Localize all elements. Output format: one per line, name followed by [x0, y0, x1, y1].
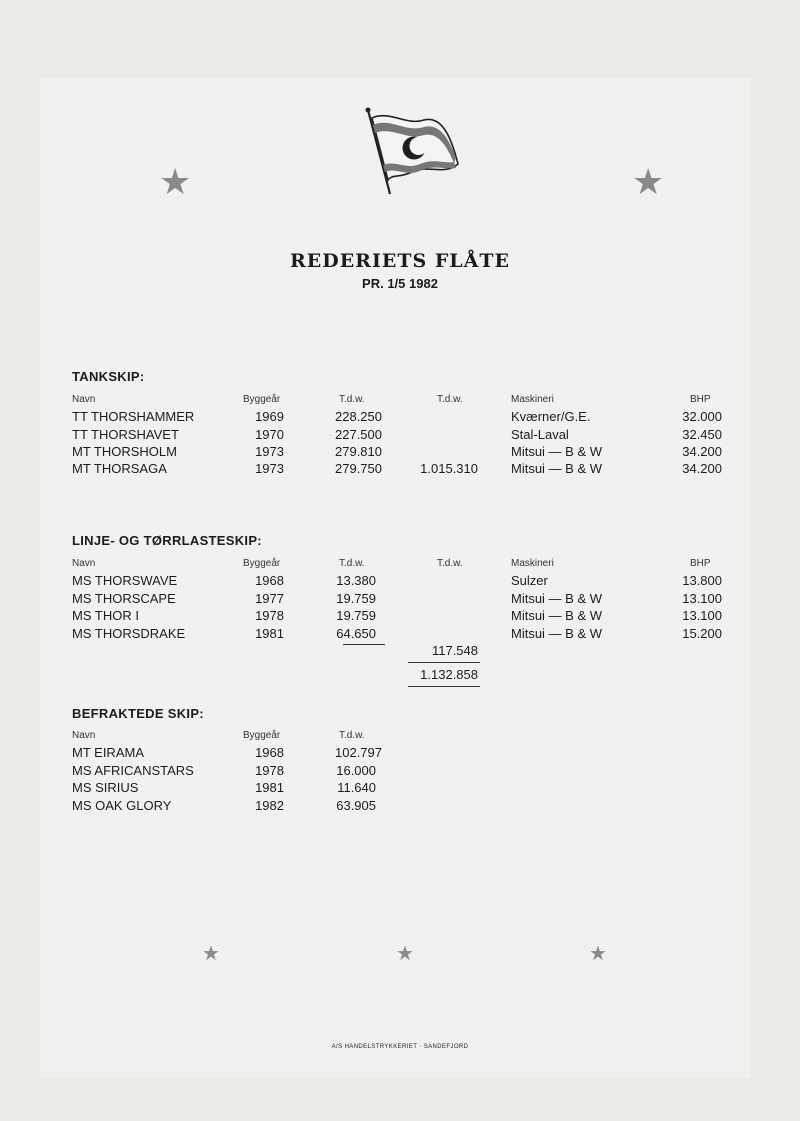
build-year: 1982: [255, 798, 284, 813]
bhp-value: 34.200: [682, 444, 722, 459]
ship-name: MS AFRICANSTARS: [72, 763, 194, 778]
bhp-value: 13.100: [682, 591, 722, 606]
header-tdw: T.d.w.: [339, 558, 365, 569]
star-icon: ★: [159, 161, 192, 202]
section-heading-befraktede: BEFRAKTEDE SKIP:: [72, 706, 204, 721]
build-year: 1978: [255, 763, 284, 778]
build-year: 1978: [255, 608, 284, 623]
bhp-value: 15.200: [682, 626, 722, 641]
header-maskineri: Maskineri: [511, 394, 554, 405]
machinery: Mitsui — B & W: [511, 591, 603, 606]
ship-name: TT THORSHAMMER: [72, 409, 195, 424]
star-icon: ★: [632, 161, 665, 202]
build-year: 1977: [255, 591, 284, 606]
ship-name: MS THORSWAVE: [72, 573, 178, 588]
build-year: 1969: [255, 409, 284, 424]
bhp-value: 32.000: [682, 409, 722, 424]
tdw-value: 64.650: [336, 626, 376, 641]
section-heading-tankskip: TANKSKIP:: [72, 369, 145, 384]
header-bhp: BHP: [690, 558, 711, 569]
header-tdw-total: T.d.w.: [437, 394, 463, 405]
header-tdw: T.d.w.: [339, 394, 365, 405]
tdw-value: 19.759: [336, 608, 376, 623]
header-byggear: Byggeår: [243, 730, 281, 741]
tdw-value: 279.810: [335, 444, 382, 459]
machinery: Stal-Laval: [511, 427, 569, 442]
page-subtitle: PR. 1/5 1982: [362, 276, 438, 291]
ship-name: MS THOR I: [72, 608, 139, 623]
page-title: REDERIETS FLÅTE: [289, 250, 511, 272]
company-flag-icon: [362, 106, 466, 198]
tdw-value: 13.380: [336, 573, 376, 588]
header-tdw: T.d.w.: [339, 730, 365, 741]
ship-name: MT THORSHOLM: [72, 444, 177, 459]
section-heading-linje: LINJE- OG TØRRLASTESKIP:: [72, 533, 262, 548]
tdw-total: 1.015.310: [420, 461, 478, 476]
star-icon: ★: [396, 943, 414, 965]
ship-name: MS SIRIUS: [72, 780, 139, 795]
sum-underline: [408, 686, 480, 687]
sum-underline: [408, 662, 480, 663]
tdw-value: 228.250: [335, 409, 382, 424]
tdw-grand-total: 1.132.858: [420, 667, 478, 682]
build-year: 1981: [255, 626, 284, 641]
tdw-value: 11.640: [337, 780, 376, 795]
build-year: 1973: [255, 444, 284, 459]
header-byggear: Byggeår: [243, 394, 281, 405]
machinery: Mitsui — B & W: [511, 608, 603, 623]
star-icon: ★: [589, 943, 607, 965]
header-navn: Navn: [72, 558, 96, 569]
tdw-value: 279.750: [335, 461, 382, 476]
ship-name: MS THORSDRAKE: [72, 626, 186, 641]
tdw-value: 19.759: [336, 591, 376, 606]
tdw-value: 102.797: [335, 745, 382, 760]
tdw-subtotal: 117.548: [431, 643, 478, 658]
build-year: 1968: [255, 573, 284, 588]
build-year: 1968: [255, 745, 284, 760]
header-maskineri: Maskineri: [511, 558, 554, 569]
tdw-value: 16.000: [336, 763, 376, 778]
header-byggear: Byggeår: [243, 558, 281, 569]
build-year: 1970: [255, 427, 284, 442]
machinery: Kværner/G.E.: [511, 409, 591, 424]
header-tdw-total: T.d.w.: [437, 558, 463, 569]
header-bhp: BHP: [690, 394, 711, 405]
ship-name: MS THORSCAPE: [72, 591, 176, 606]
machinery: Mitsui — B & W: [511, 444, 603, 459]
machinery: Mitsui — B & W: [511, 626, 603, 641]
tdw-value: 63.905: [336, 798, 376, 813]
ship-name: TT THORSHAVET: [72, 427, 179, 442]
tdw-value: 227.500: [335, 427, 382, 442]
build-year: 1973: [255, 461, 284, 476]
machinery: Sulzer: [511, 573, 548, 588]
header-navn: Navn: [72, 394, 96, 405]
bhp-value: 32.450: [682, 427, 722, 442]
sum-underline: [343, 644, 385, 645]
header-navn: Navn: [72, 730, 96, 741]
ship-name: MT THORSAGA: [72, 461, 167, 476]
star-icon: ★: [202, 943, 220, 965]
bhp-value: 34.200: [682, 461, 722, 476]
ship-name: MT EIRAMA: [72, 745, 144, 760]
bhp-value: 13.100: [682, 608, 722, 623]
ship-name: MS OAK GLORY: [72, 798, 172, 813]
build-year: 1981: [255, 780, 284, 795]
machinery: Mitsui — B & W: [511, 461, 603, 476]
bhp-value: 13.800: [682, 573, 722, 588]
printer-footer: A/S HANDELSTRYKKERIET · SANDEFJORD: [331, 1044, 469, 1050]
